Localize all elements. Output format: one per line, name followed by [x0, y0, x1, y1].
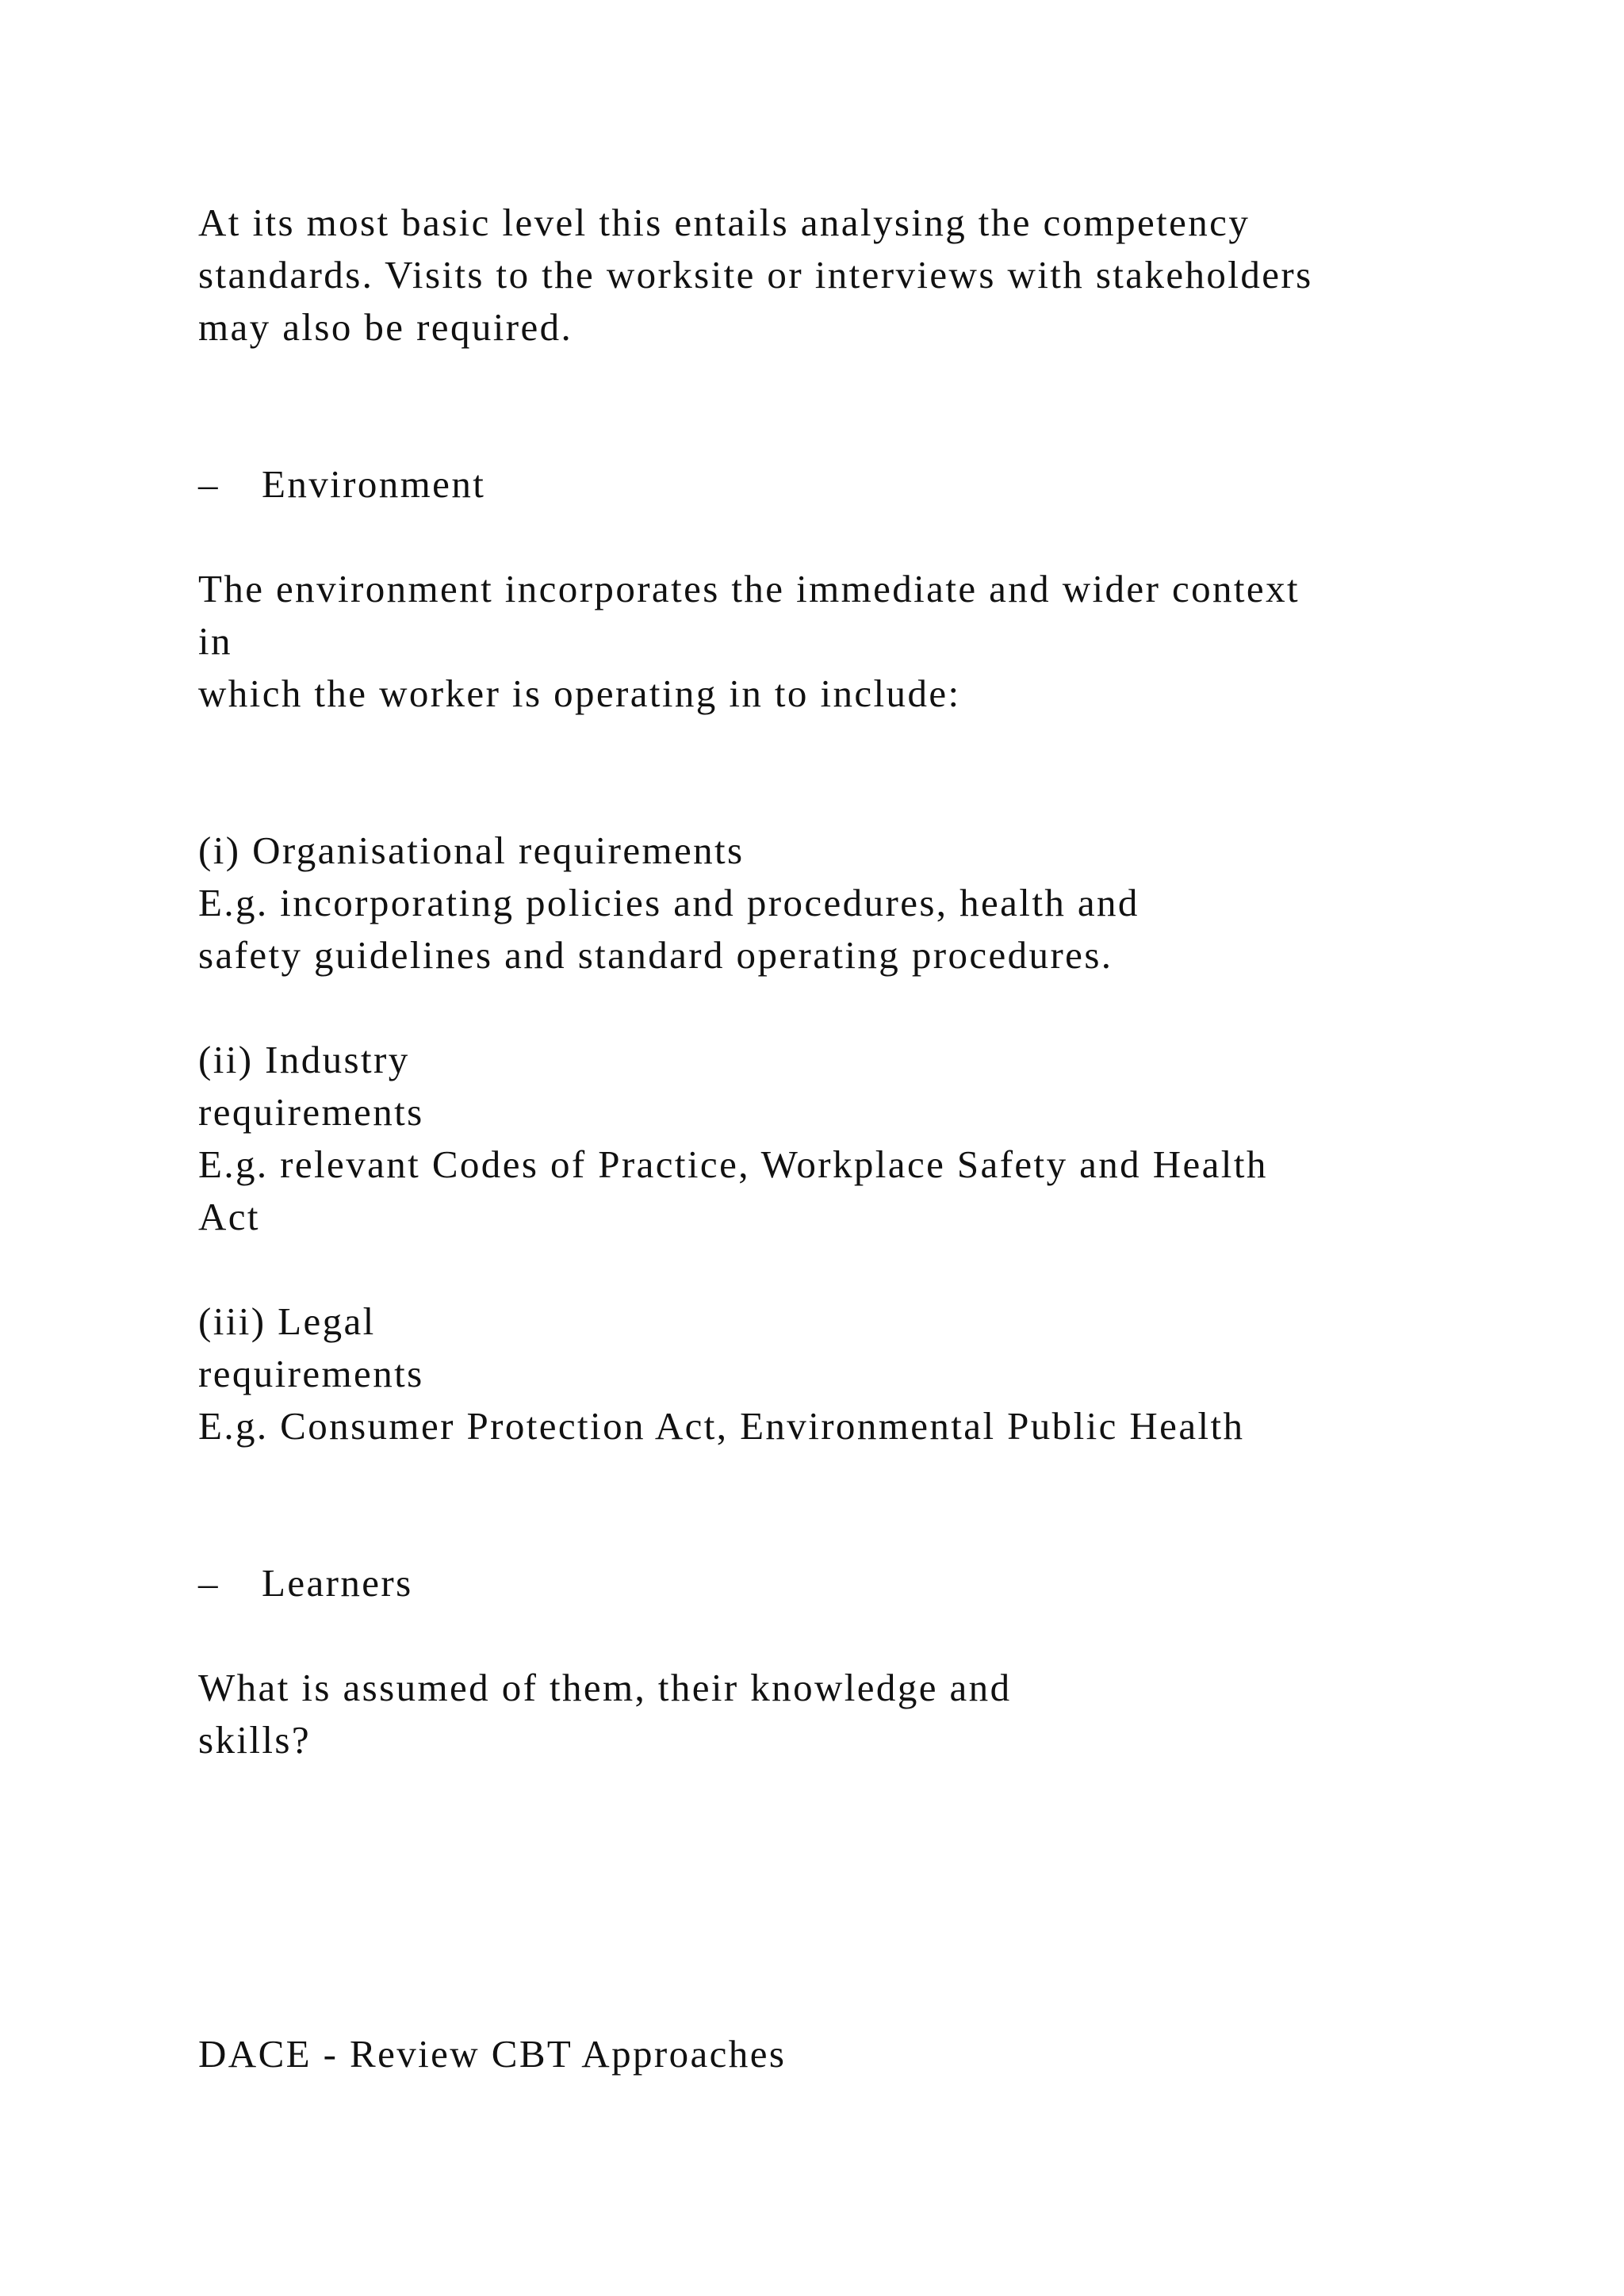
item-i-title: (i) Organisational requirements: [198, 828, 745, 872]
dash-bullet: –: [198, 462, 220, 506]
item-iii-desc-line-1: E.g. Consumer Protection Act, Environmental Public Health: [198, 1404, 1245, 1448]
page-footer: DACE - Review CBT Approaches: [198, 2032, 787, 2076]
learners-heading-text: Learners: [262, 1561, 413, 1605]
item-i-desc-line-1: E.g. incorporating policies and procedures, health and: [198, 881, 1139, 924]
environment-para-line-2: in: [198, 619, 232, 663]
learners-heading: [198, 1557, 413, 1609]
item-iii-title-line-1: (iii) Legal: [198, 1299, 376, 1343]
learners-para-line-2: skills?: [198, 1718, 312, 1762]
item-ii-desc-line-2: Act: [198, 1195, 260, 1238]
item-iii-title-line-2: requirements: [198, 1352, 424, 1395]
intro-line-1: At its most basic level this entails analysing the competency: [198, 201, 1251, 244]
intro-line-3: may also be required.: [198, 305, 573, 349]
item-ii-title-line-2: requirements: [198, 1090, 424, 1134]
dash-bullet: –: [198, 1561, 220, 1605]
environment-heading-text: Environment: [262, 462, 486, 506]
environment-heading: [198, 458, 485, 511]
item-ii-desc-line-1: E.g. relevant Codes of Practice, Workplace Safety and Health: [198, 1142, 1268, 1186]
environment-para-line-1: The environment incorporates the immediate and wider context: [198, 567, 1300, 610]
intro-line-2: standards. Visits to the worksite or interviews with stakeholders: [198, 253, 1313, 297]
item-i-desc-line-2: safety guidelines and standard operating procedures.: [198, 933, 1113, 977]
environment-para-line-3: which the worker is operating in to include:: [198, 672, 961, 715]
item-ii-title-line-1: (ii) Industry: [198, 1038, 410, 1081]
learners-para-line-1: What is assumed of them, their knowledge and: [198, 1666, 1012, 1709]
